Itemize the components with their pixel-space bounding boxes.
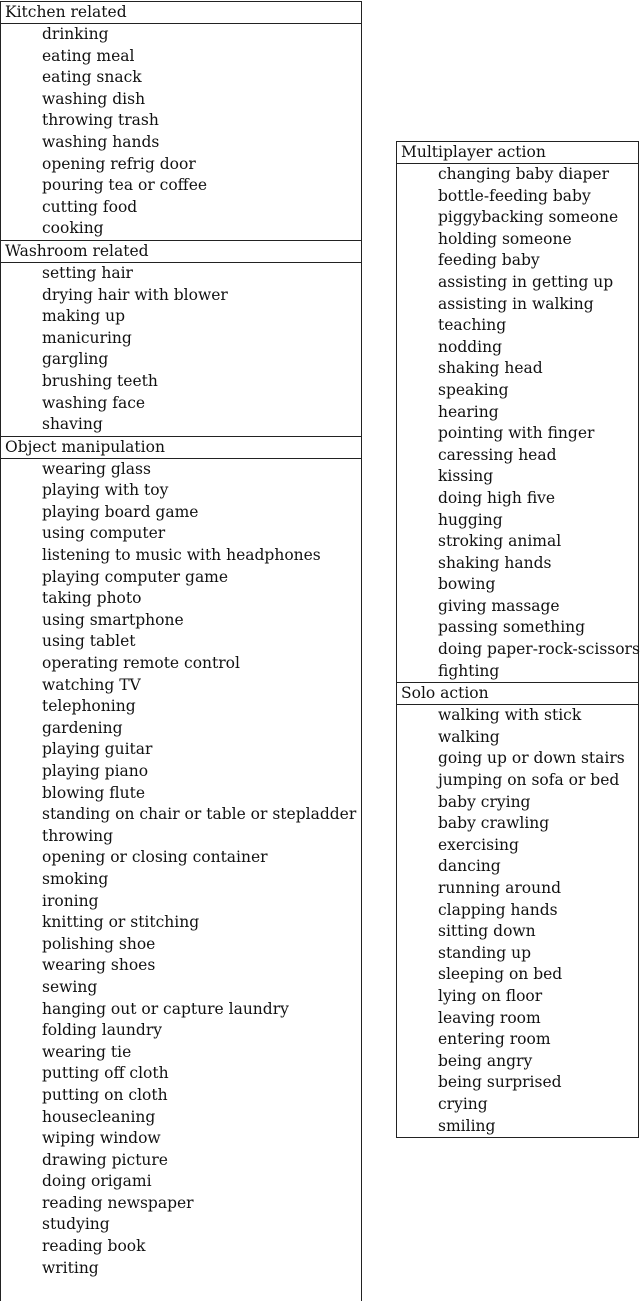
activity-item: being surprised: [438, 1073, 562, 1092]
activity-item: using smartphone: [42, 610, 184, 629]
activity-item: dancing: [438, 857, 501, 876]
activity-item: opening or closing container: [42, 848, 268, 867]
activity-item: using computer: [42, 524, 166, 543]
activity-item: stroking animal: [438, 532, 562, 551]
activity-item: writing: [42, 1258, 99, 1277]
activity-item: walking with stick: [438, 706, 582, 725]
activity-item: opening refrig door: [42, 154, 196, 173]
activity-item: telephoning: [42, 697, 136, 716]
activity-item: lying on floor: [438, 986, 543, 1005]
activity-item: shaving: [42, 415, 103, 434]
activity-item: playing piano: [42, 762, 149, 780]
activity-item: standing on chair or table or stepladder: [42, 805, 357, 824]
activity-item: washing face: [42, 393, 146, 412]
activity-item: listening to music with headphones: [42, 546, 321, 565]
category-header: Washroom related: [1, 240, 361, 263]
activity-item: entering room: [438, 1030, 551, 1049]
activity-item: ironing: [42, 891, 99, 910]
activity-item: walking: [438, 727, 500, 746]
category-header: Object manipulation: [1, 436, 361, 459]
activity-item: putting on cloth: [42, 1085, 168, 1104]
activity-item: doing high five: [438, 488, 556, 507]
activity-item: washing dish: [42, 89, 146, 108]
activity-item: eating meal: [42, 46, 135, 65]
activity-item: sewing: [42, 977, 98, 996]
activity-item: setting hair: [42, 263, 133, 282]
activity-item: crying: [438, 1094, 488, 1113]
activity-item: housecleaning: [42, 1107, 156, 1126]
activity-item: feeding baby: [438, 251, 540, 270]
activity-item: assisting in walking: [438, 294, 594, 313]
activity-item: taking photo: [42, 589, 142, 608]
activity-item: making up: [42, 307, 126, 326]
activity-item: blowing flute: [42, 783, 145, 802]
activity-item: using tablet: [42, 632, 136, 651]
activity-item: polishing shoe: [42, 934, 156, 953]
activity-item: reading book: [42, 1237, 146, 1256]
activity-item: doing paper-rock-scissors: [438, 640, 640, 659]
activity-item: being angry: [438, 1051, 533, 1070]
activity-item: hearing: [438, 402, 499, 421]
activity-item: bowing: [438, 575, 496, 594]
activity-item: wiping window: [42, 1129, 161, 1148]
activity-item: knitting or stitching: [42, 913, 200, 932]
activity-item: folding laundry: [42, 1021, 162, 1040]
activity-item: watching TV: [42, 675, 141, 694]
activity-item: holding someone: [438, 229, 572, 248]
activity-item: eating snack: [42, 68, 142, 87]
activity-item: giving massage: [438, 596, 560, 615]
activity-item: clapping hands: [438, 900, 558, 919]
category-header: Kitchen related: [1, 2, 361, 24]
activity-item: hanging out or capture laundry: [42, 999, 289, 1018]
activity-item: exercising: [438, 835, 519, 854]
activity-item: bottle-feeding baby: [438, 186, 591, 205]
activity-item: wearing shoes: [42, 956, 156, 975]
activity-item: passing something: [438, 618, 586, 637]
activity-item: putting off cloth: [42, 1064, 169, 1083]
left-activity-table: [0, 1, 362, 1301]
activity-item: jumping on sofa or bed: [438, 771, 620, 790]
activity-item: shaking hands: [438, 553, 552, 572]
category-section: [1, 2, 361, 240]
activity-item: gardening: [42, 718, 123, 737]
category-section: [397, 142, 638, 682]
activity-item: doing origami: [42, 1172, 152, 1191]
activity-item: going up or down stairs: [438, 749, 625, 768]
activity-item: nodding: [438, 337, 503, 356]
activity-item: standing up: [438, 943, 532, 962]
activity-item: sitting down: [438, 922, 536, 941]
activity-item: drying hair with blower: [42, 285, 228, 304]
activity-item: cooking: [42, 219, 104, 238]
activity-item: teaching: [438, 316, 507, 335]
activity-item: kissing: [438, 467, 494, 486]
activity-item: shaking head: [438, 359, 543, 378]
category-header: Multiplayer action: [397, 142, 638, 164]
activity-item: leaving room: [438, 1008, 541, 1027]
activity-item: reading newspaper: [42, 1193, 194, 1212]
activity-item: baby crying: [438, 792, 531, 811]
activity-item: playing board game: [42, 502, 199, 521]
activity-item: brushing teeth: [42, 371, 158, 390]
activity-item: washing hands: [42, 132, 160, 151]
activity-item: running around: [438, 879, 562, 897]
activity-item: throwing: [42, 826, 114, 845]
activity-item: smoking: [42, 869, 109, 888]
activity-item: piggybacking someone: [438, 208, 619, 227]
activity-item: throwing trash: [42, 111, 159, 130]
activity-item: pouring tea or coffee: [42, 176, 208, 195]
category-section: [397, 682, 638, 1137]
activity-item: playing computer game: [42, 567, 229, 586]
category-header: Solo action: [397, 682, 638, 705]
activity-item: pointing with finger: [438, 424, 595, 443]
activity-item: baby crawling: [438, 814, 550, 833]
activity-item: gargling: [42, 350, 109, 369]
activity-item: drinking: [42, 25, 109, 43]
category-section: [1, 436, 361, 1280]
activity-item: fighting: [438, 661, 500, 680]
activity-item: studying: [42, 1215, 110, 1234]
activity-item: drawing picture: [42, 1150, 168, 1169]
activity-item: assisting in getting up: [438, 272, 614, 291]
activity-item: sleeping on bed: [438, 965, 563, 984]
activity-item: wearing tie: [42, 1042, 132, 1061]
category-section: [1, 240, 361, 436]
activity-item: wearing glass: [42, 459, 151, 478]
activity-item: playing guitar: [42, 740, 153, 759]
activity-item: manicuring: [42, 328, 132, 347]
activity-item: cutting food: [42, 197, 138, 216]
activity-item: caressing head: [438, 445, 557, 464]
activity-item: speaking: [438, 380, 509, 399]
activity-item: smiling: [438, 1116, 496, 1135]
right-activity-table: [396, 141, 639, 1138]
activity-item: hugging: [438, 510, 503, 529]
activity-item: playing with toy: [42, 481, 169, 500]
activity-item: operating remote control: [42, 654, 240, 673]
activity-item: changing baby diaper: [438, 165, 609, 183]
